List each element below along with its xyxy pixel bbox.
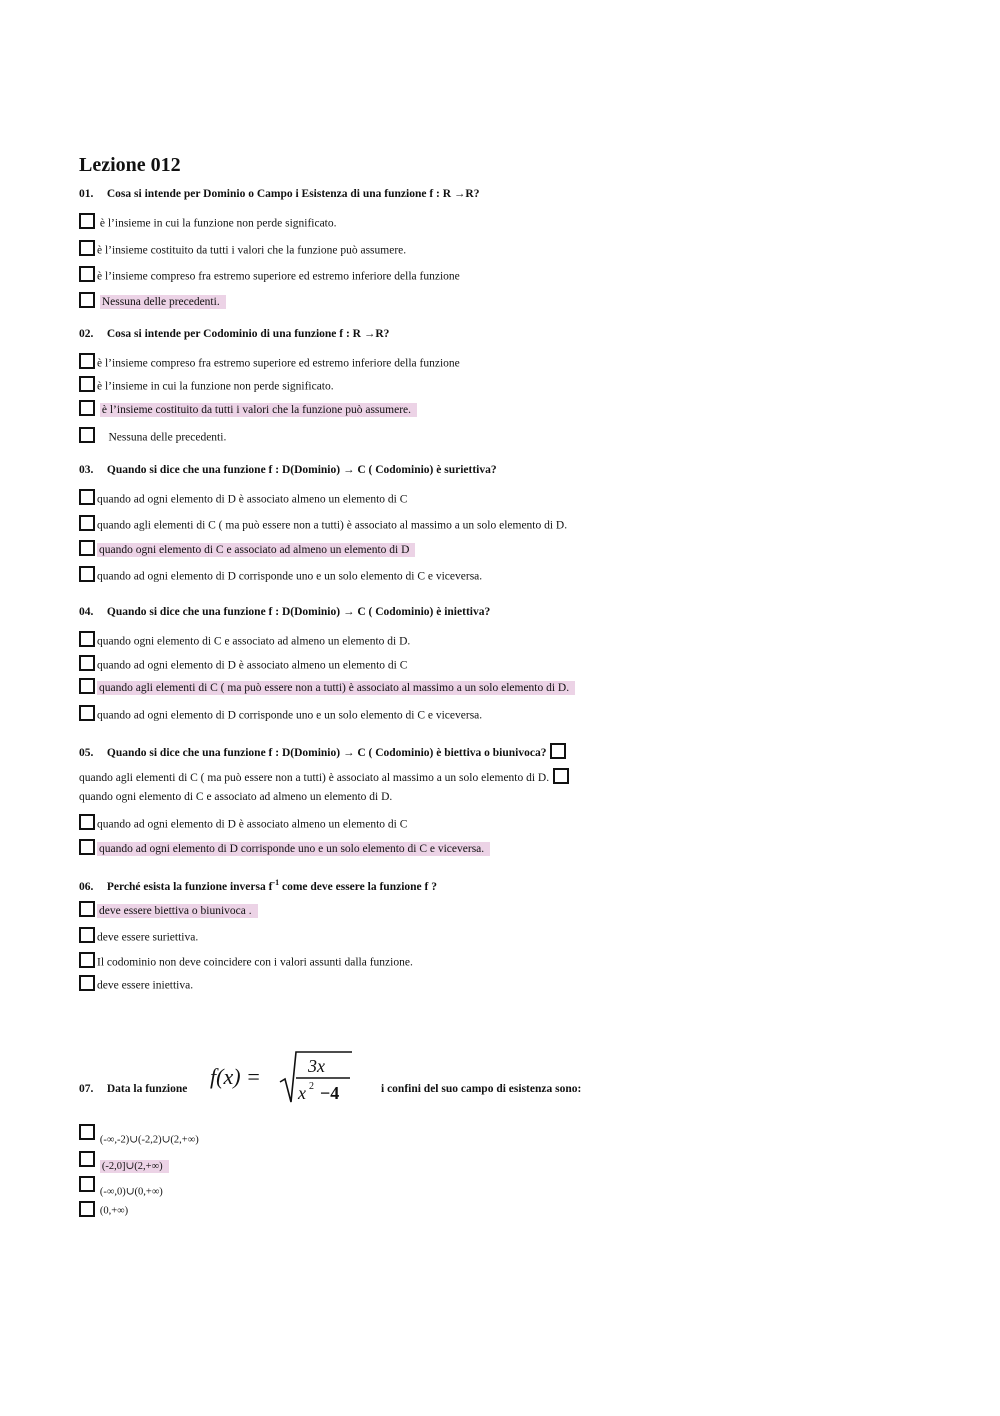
q6-option-3[interactable]: Il codominio non deve coincidere con i valori assunti dalla funzione.	[79, 952, 413, 968]
checkbox[interactable]	[79, 353, 95, 369]
q5-option-1[interactable]: quando ad ogni elemento di D è associato almeno un elemento di C	[79, 814, 407, 830]
page-title: Lezione 012	[79, 154, 181, 176]
checkbox[interactable]	[79, 814, 95, 830]
formula-den-tail: −4	[320, 1083, 340, 1103]
q4-option-4[interactable]: quando ad ogni elemento di D corrisponde uno e un solo elemento di C e viceversa.	[79, 705, 482, 721]
q5-option-2[interactable]: quando ad ogni elemento di D corrisponde uno e un solo elemento di C e viceversa.	[79, 839, 490, 855]
q1-option-4[interactable]: Nessuna delle precedenti.	[79, 292, 226, 308]
checkbox[interactable]	[79, 515, 95, 531]
checkbox[interactable]	[79, 901, 95, 917]
q7-option-4[interactable]: (0,+∞)	[79, 1201, 128, 1217]
question-07: 07. Data la funzione	[79, 1083, 188, 1095]
q6-option-4[interactable]: deve essere iniettiva.	[79, 975, 193, 991]
q2-option-2[interactable]: è l’insieme in cui la funzione non perde significato.	[79, 376, 334, 392]
q1-option-2[interactable]: è l’insieme costituito da tutti i valori che la funzione può assumere.	[79, 240, 406, 256]
question-04: 04. Quando si dice che una funzione f : D(Dominio) → C ( Codominio) è iniettiva?	[79, 606, 491, 618]
checkbox[interactable]	[79, 975, 95, 991]
q2-option-3[interactable]: è l’insieme costituito da tutti i valori che la funzione può assumere.	[79, 400, 417, 416]
question-06: 06. Perché esista la funzione inversa $f^{-1}$ come deve essere la funzione f ?	[79, 878, 437, 893]
formula-image	[210, 1048, 355, 1104]
q6-option-2[interactable]: deve essere suriettiva.	[79, 927, 198, 943]
q1-option-1[interactable]: è l’insieme in cui la funzione non perde significato.	[79, 213, 337, 229]
q4-option-3[interactable]: quando agli elementi di C ( ma può essere non a tutti) è associato al massimo a un solo elemento di D.	[79, 678, 575, 694]
formula-lhs: f(x) =	[210, 1064, 261, 1089]
q6-option-1[interactable]: deve essere biettiva o biunivoca .	[79, 901, 258, 917]
checkbox[interactable]	[553, 768, 569, 784]
q3-option-3[interactable]: quando ogni elemento di C e associato ad almeno un elemento di D	[79, 540, 415, 556]
formula-numerator: 3x	[308, 1056, 325, 1076]
q2-option-1[interactable]: è l’insieme compreso fra estremo superiore ed estremo inferiore della funzione	[79, 353, 460, 369]
question-07-tail: i confini del suo campo di esistenza sono:	[381, 1083, 582, 1095]
q3-option-2[interactable]: quando agli elementi di C ( ma può essere non a tutti) è associato al massimo a un solo elemento di D.	[79, 515, 567, 531]
formula-den-base: x	[298, 1083, 306, 1103]
q4-option-2[interactable]: quando ad ogni elemento di D è associato almeno un elemento di C	[79, 655, 407, 671]
question-02: 02. Cosa si intende per Codominio di una funzione f : R →R?	[79, 328, 390, 340]
question-01: 01. Cosa si intende per Dominio o Campo i Esistenza di una funzione f : R →R?	[79, 188, 480, 200]
q5-line-2: quando ogni elemento di C e associato ad almeno un elemento di D.	[79, 791, 393, 803]
checkbox[interactable]	[79, 952, 95, 968]
q7-option-2[interactable]: (-2,0]∪(2,+∞)	[79, 1151, 169, 1167]
question-03: 03. Quando si dice che una funzione f : D(Dominio) → C ( Codominio) è suriettiva?	[79, 464, 497, 476]
checkbox[interactable]	[79, 376, 95, 392]
q1-option-3[interactable]: è l’insieme compreso fra estremo superiore ed estremo inferiore della funzione	[79, 266, 460, 282]
checkbox[interactable]	[79, 266, 95, 282]
q7-option-3[interactable]: (-∞,0)∪(0,+∞)	[79, 1176, 163, 1192]
q5-line-1: quando agli elementi di C ( ma può essere non a tutti) è associato al massimo a un solo elemento di D.	[79, 768, 569, 784]
checkbox[interactable]	[79, 927, 95, 943]
checkbox[interactable]	[79, 489, 95, 505]
checkbox[interactable]	[79, 1124, 95, 1140]
checkbox[interactable]	[79, 1176, 95, 1192]
checkbox[interactable]	[79, 839, 95, 855]
checkbox[interactable]	[79, 1151, 95, 1167]
checkbox[interactable]	[79, 655, 95, 671]
checkbox[interactable]	[79, 427, 95, 443]
checkbox[interactable]	[79, 540, 95, 556]
q7-option-1[interactable]: (-∞,-2)∪(-2,2)∪(2,+∞)	[79, 1124, 199, 1140]
q2-option-4[interactable]: Nessuna delle precedenti.	[79, 427, 226, 443]
checkbox[interactable]	[79, 213, 95, 229]
checkbox[interactable]	[79, 566, 95, 582]
checkbox[interactable]	[79, 678, 95, 694]
q4-option-1[interactable]: quando ogni elemento di C e associato ad almeno un elemento di D.	[79, 631, 410, 647]
checkbox[interactable]	[79, 240, 95, 256]
checkbox[interactable]	[79, 631, 95, 647]
question-05: 05. Quando si dice che una funzione f : D(Dominio) → C ( Codominio) è biettiva o biunivoca?	[79, 743, 566, 759]
checkbox[interactable]	[79, 292, 95, 308]
q3-option-1[interactable]: quando ad ogni elemento di D è associato almeno un elemento di C	[79, 489, 407, 505]
checkbox[interactable]	[79, 705, 95, 721]
q3-option-4[interactable]: quando ad ogni elemento di D corrisponde uno e un solo elemento di C e viceversa.	[79, 566, 482, 582]
checkbox[interactable]	[79, 1201, 95, 1217]
formula-den-exp: 2	[309, 1081, 314, 1092]
checkbox[interactable]	[79, 400, 95, 416]
checkbox[interactable]	[550, 743, 566, 759]
